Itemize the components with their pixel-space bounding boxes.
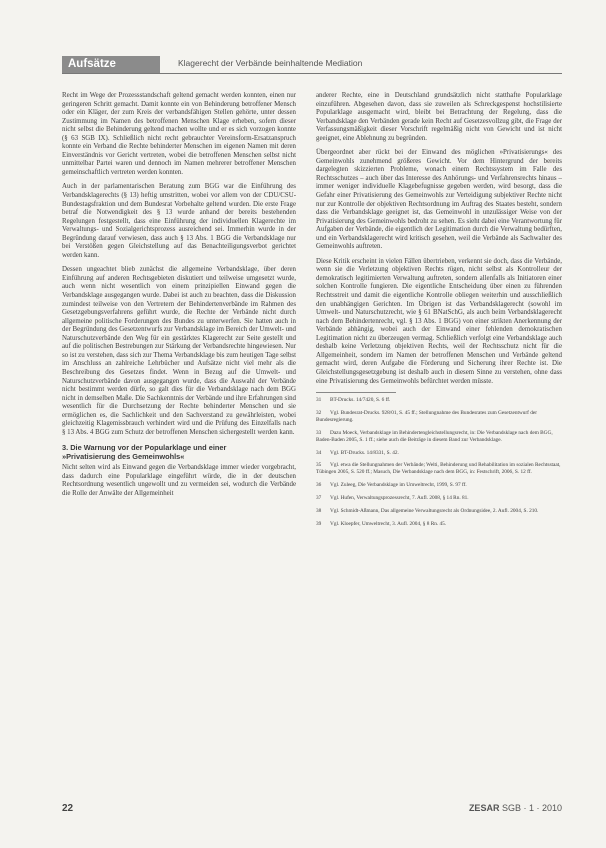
- left-paragraph-3: Dessen ungeachtet blieb zunächst die allgemeine Verbandsklage, über deren Einführung auf anderen Rechtsgebieten diskutiert und teilweise umgesetzt wurde, auch wenn nicht wesentlich von einem prinzipiellen Einwand gegen die Verbandsklage ausgegangen wurde. Dabei ist auch zu beachten, dass die Diskussion zumindest teilweise von den Vertretern der Behindertenverbände im Rahmen des Gesetzgebungsverfahrens geführt wurde, die Rechte der Verbände nicht durch allgemeine politische Forderungen des Bundes zu unterwerfen. Sie hatten auch in der Begründung des Gesetzentwurfs zur Verbandsklage im Bereich der Umwelt- und Naturschutzverbände den Weg für ein gestärktes Klagerecht zur Seite gestellt und auf die politischen Bestrebungen zur Stärkung der Verbandsrechte hingewiesen. Nur so ist zu verstehen, dass sich zur Thema Verbandsklage bis zum heutigen Tage selbst im Anschluss an zahlreiche Lehrbücher und Aufsätze nicht viel mehr als die Beschreibung des Gesetzes findet. Wenn in Bezug auf die Umwelt- und Naturschutzverbände davon ausgegangen wurde, dass die Auswahl der Verbände nicht bestimmt werden dürfe, so galt dies für die Verbandsklage nach dem BGG nicht in demselben Maße. Die Sachkenntnis der Verbände und ihre Erfahrungen sind wesentlich für die Durchsetzung der Rechte behinderter Menschen und sie ermöglichen es, die Sachlichkeit und den Sachverstand zu gewährleisten, wobei gleichzeitig Klagemissbrauch verhindert wird und die Prüfung des Einzelfalls nach § 13 Abs. 4 BGG zum Schutz der betroffenen Menschen sichergestellt werden kann.: [62, 266, 296, 436]
- footnote-text: Vgl. Zuleeg, Die Verbandsklage im Umweltrecht, 1999, S. 97 ff.: [330, 482, 467, 489]
- footnote-text: Vgl. Schmidt-Aßmann, Das allgemeine Verwaltungsrecht als Ordnungsidee, 2. Aufl. 2004, S. 210.: [330, 508, 539, 515]
- footnote-text: Dazu Moeck, Verbandsklage im Behindertengleichstellungsrecht, in: Die Verbandsklage nach dem BGG, Baden-Baden 2005, S. 1 ff.; siehe auch die Beiträge in diesem Band zur Verbandsklage.: [316, 429, 553, 443]
- footnote: [316, 410, 562, 424]
- page-footer: [62, 803, 562, 817]
- left-column: [62, 92, 296, 505]
- running-title: Klagerecht der Verbände beinhaltende Mediation: [178, 58, 363, 68]
- footnote-number: 32: [316, 409, 322, 416]
- footnote: [316, 462, 562, 476]
- journal-reference: [469, 803, 562, 813]
- footnote-number: 31: [316, 397, 322, 404]
- footnote: [316, 521, 562, 528]
- footnote-number: 34: [316, 449, 322, 456]
- footnote: [316, 397, 562, 404]
- right-paragraph-1: anderer Rechte, eine in Deutschland grundsätzlich nicht statthafte Popularklage einzuführen. Abgesehen davon, dass sie zuweilen als Schreckgespenst hochstilisierte Popularklage ausgemacht wird, bleibt bei Betrachtung der Regelung, dass die Verbandsklage den Verbänden gerade kein Recht auf Gesetzesvollzug gibt, die Frage der Verfassungsmäßigkeit dieser Vorschrift regelmäßig nicht von Gewicht und ist nicht geeignet, eine Ablehnung zu begründen.: [316, 92, 562, 142]
- right-paragraph-2: Übergeordnet aber rückt bei der Einwand des möglichen »Privatisierungs« des Gemeinwohls zunehmend größeres Gewicht. Vor dem Hintergrund der bereits dargelegten skizzierten Probleme, wonach einem Rechtssystem im Falle des Rechtsschutzes – auch über das Interesse des Anhörungs- und Verfahrensrechts hinaus – immer weniger individuelle Klagebefugnisse gegeben werden, wird besorgt, dass die Gefahr einer Privatisierung des Gemeinwohls zur Verteidigung subjektiver Rechte nicht nur zur Kontrolle der objektiven Rechtsordnung im Auftrag des Staates besteht, sondern dass die Verbandsklage geeignet ist, das Gemeinwohl in unzulässiger Weise von der Privatisierung des Gemeinwohls bedroht zu sehen. Es sieht dabei eine Verantwortung für Aufgaben der Verbände, die eigentlich der Legitimation durch die Verwaltung bedürften, und ein Verbandsklagerecht wird kritisch gesehen, weil die Verbände als Sachwalter des Gemeinwohls auftreten.: [316, 149, 562, 251]
- footnote: [316, 482, 562, 489]
- left-paragraph-2: Auch in der parlamentarischen Beratung zum BGG war die Einführung des Verbandsklagerechts (§ 13) heftig umstritten, wobei vor allem von der CDU/CSU-Bundestagsfraktion und dem Bundesrat Vorbehalte geltend wurden. Die erste Frage betraf die Notwendigkeit des § 13 wurde anhand der bereits bestehenden Regelungen festgestellt, dass eine Einführung der individuellen Klagerechte im Verwaltungs- und Sozialgerichtsprozess ausreichend sei. Immerhin wurde in der Begründung darauf verwiesen, dass auch § 13 Abs. 1 BGG die Verbandsklage nur bei Verstößen gegen Gleichstellung auf das Benachteiligungsverbot gerichtet werden kann.: [62, 183, 296, 259]
- journal-name: ZESAR: [468, 803, 500, 813]
- footnote-text: Vgl. Bundesrat-Drucks. 928/01, S. 45 ff.; Stellungnahme des Bundesrates zum Gesetzentwurf der Bundesregierung.: [316, 409, 538, 423]
- footnote-text: Vgl. etwa die Stellungnahmen der Verbände; Welti, Behinderung und Rehabilitation im sozialen Rechtsstaat, Tübingen 2005, S. 520 ff.; Masuch, Die Verbandsklage nach dem BGG, in: Festschrift, 2006, S. 12 ff.: [316, 462, 561, 476]
- footnote-text: Vgl. BT-Drucks. 14/8331, S. 42.: [330, 449, 399, 456]
- left-paragraph-1: Recht im Wege der Prozessstandschaft geltend gemacht werden konnten, einen nur geringeren Schritt gemacht. Damit konnte ein von Behinderung betroffener Mensch oder ein Kläger, der zum Kreis der verbandsfähigen Stellen gehörte, unter dessen Zustimmung im Namen des betroffenen Menschen Klage erheben, sofern dieser nicht selbst die Behinderung geltend machen wollte und er es sich vorzogen konnte (§ 63 SGB IX). Schließlich nicht recht gebrauchter Vereinsform-Ersatzanspruch konnte ein Verband die Rechte behinderter Menschen im eigenen Namen mit deren Einverständnis vor Gericht vertreten, wobei die betroffenen Menschen selbst nicht unmittelbar Partei waren und dennoch im Namen mehrerer betroffener Menschen gemeinschaftlich vertreten werden konnten.: [62, 92, 296, 176]
- footnote-number: 37: [316, 495, 322, 502]
- footnote: [316, 495, 562, 502]
- footnote-divider: [316, 392, 396, 393]
- footnote-text: BT-Drucks. 14/7420, S. 6 ff.: [330, 397, 391, 404]
- footnotes: [316, 397, 562, 528]
- section-3-heading: [62, 443, 296, 461]
- footnote: [316, 508, 562, 515]
- footnote-number: 35: [316, 462, 322, 469]
- section-3-heading-line-2: »Privatisierung des Gemeinwohls«: [62, 452, 185, 462]
- footnote-text: Vgl. Hufen, Verwaltungsprozessrecht, 7. Aufl. 2008, § 14 Rn. 81.: [330, 495, 469, 502]
- section-3-text: Nicht selten wird als Einwand gegen die Verbandsklage immer wieder vorgebracht, dass dadurch eine Popularklage eingeführt würde, die in der deutschen Rechtsordnung wesentlich ungewollt und zu vermeiden sei, wodurch die Verbände die Rolle der Anwälte der Allgemeinheit: [62, 464, 296, 497]
- footnote: [316, 450, 562, 457]
- footnote-number: 33: [316, 429, 322, 436]
- section-tag: Aufsätze: [62, 56, 160, 73]
- section-3-heading-line-1: 3. Die Warnung vor der Popularklage und einer: [62, 443, 227, 453]
- page-number: 22: [62, 803, 74, 814]
- right-column: [316, 92, 562, 534]
- footnote-number: 36: [316, 482, 322, 489]
- footnote-number: 38: [316, 508, 322, 515]
- page-header: [62, 56, 562, 74]
- right-paragraph-3: Diese Kritik erscheint in vielen Fällen übertrieben, verkennt sie doch, dass die Verbände, wenn sie die Verletzung objektiven Rechts rügen, nicht selbst als Kontrolleur der demokratisch legitimierten Verwaltung auftreten, sondern allenfalls als Initiatoren einer solchen Kontrolle fungieren. Die eigentliche Entscheidung über einen zu führenden Rechtsstreit und damit die eigentliche Kontrolle obliegen weiterhin und ausschließlich den unabhängigen Gerichten. Im Übrigen ist das Verbandsklagerecht (sowohl im Umwelt- und Naturschutzrecht, wie § 61 BNatSchG, als auch beim Verbandsklagerecht nach dem Behindertenrecht, vgl. § 13 Abs. 1 BGG) von einer strikten Anerkennung der Verbände abhängig, wobei auch der Einwand einer fehlenden demokratischen Legitimation nicht zu überzeugen vermag. Schließlich verfolgt eine Verbandsklage auch deshalb keine Verletzung objektiven Rechts, weil der Rechtsschutz nicht für die Allgemeinheit, sondern im Namen der betroffenen Menschen und Verbände geltend gemacht wird, deren Aufgabe die Förderung und Sicherung ihrer Rechte ist. Die Gleichstellungsgesetzgebung ist deshalb auch in diesem Sinne zu verstehen, ohne dass eine Privatisierung des Gemeinwohls befürchtet werden müsste.: [316, 257, 562, 385]
- footnote: [316, 430, 562, 444]
- journal-issue: SGB · 1 · 2010: [501, 803, 562, 813]
- footnote-text: Vgl. Kloepfer, Umweltrecht, 3. Aufl. 2004, § 8 Rn. 45.: [330, 521, 447, 528]
- footnote-number: 39: [316, 521, 322, 528]
